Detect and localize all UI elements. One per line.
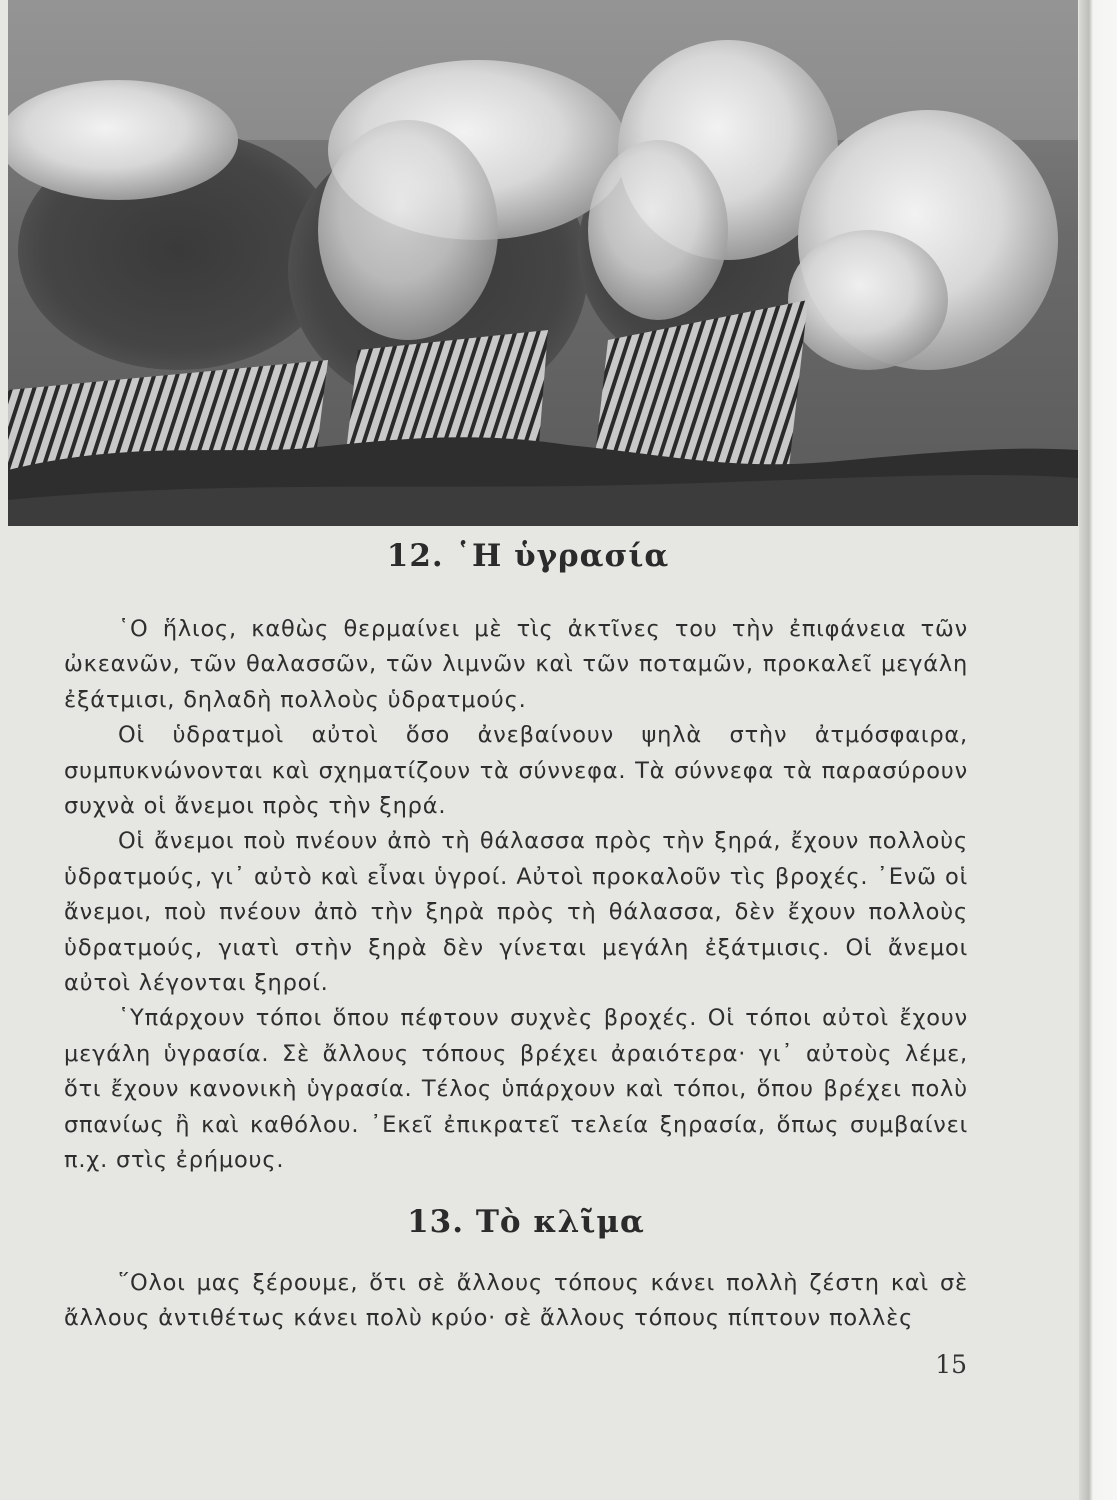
paragraph: Οἱ ἄνεμοι ποὺ πνέουν ἀπὸ τὴ θάλασσα πρὸς τὴν ξηρά, ἔχουν πολλοὺς ὑδρατμούς, γι᾿ αὐτὸ καὶ εἶναι ὑγροί. Αὐτοὶ προκαλοῦν τὶς βροχές. ᾿Ενῶ οἱ ἄνεμοι, ποὺ πνέουν ἀπὸ τὴν ξηρὰ πρὸς τὴ θάλασσα, δὲν ἔχουν πολλοὺς ὑδρατμούς, γιατὶ στὴν ξηρὰ δὲν γίνεται μεγάλη ἐξάτμισις. Οἱ ἄνεμοι αὐτοὶ λέγονται ξηροί. xyxy=(64,828,968,997)
page-edge xyxy=(1079,0,1117,1500)
section-12-title: 12. ῾Η ὑγρασία xyxy=(386,538,670,574)
page-number: 15 xyxy=(935,1350,967,1379)
paragraph: ῞Ολοι μας ξέρουμε, ὅτι σὲ ἄλλους τόπους κάνει πολλὴ ζέστη καὶ σὲ ἄλλους ἀντιθέτως κάνει πολὺ κρύο· σὲ ἄλλους τόπους πίπτουν πολλὲς xyxy=(64,1270,968,1332)
section-13-body xyxy=(64,1266,968,1337)
paragraph: Οἱ ὑδρατμοὶ αὐτοὶ ὅσο ἀνεβαίνουν ψηλὰ στὴν ἀτμόσφαιρα, συμπυκνώνονται καὶ σχηματίζουν τὰ σύννεφα. Τὰ σύννεφα τὰ παρασύρουν συχνὰ οἱ ἄνεμοι πρὸς τὴν ξηρά. xyxy=(64,722,968,820)
paragraph: ῾Υπάρχουν τόποι ὅπου πέφτουν συχνὲς βροχές. Οἱ τόποι αὐτοὶ ἔχουν μεγάλη ὑγρασία. Σὲ ἄλλους τόπους βρέχει ἀραιότερα· γι᾿ αὐτοὺς λέμε, ὅτι ἔχουν κανονικὴ ὑγρασία. Τέλος ὑπάρχουν καὶ τόποι, ὅπου βρέχει πολὺ σπανίως ἢ καὶ καθόλου. ᾿Εκεῖ ἐπικρατεῖ τελεία ξηρασία, ὅπως συμβαίνει π.χ. στὶς ἐρήμους. xyxy=(64,1005,968,1174)
clouds-and-rain-illustration-icon xyxy=(8,0,1078,526)
paragraph: ῾Ο ἥλιος, καθὼς θερμαίνει μὲ τὶς ἀκτῖνες του τὴν ἐπιφάνεια τῶν ὠκεανῶν, τῶν θαλασσῶν, τῶν λιμνῶν καὶ τῶν ποταμῶν, προκαλεῖ μεγάλη ἐξάτμισι, δηλαδὴ πολλοὺς ὑδρατμούς. xyxy=(64,616,968,713)
section-12-body xyxy=(64,612,968,1179)
section-13-title: 13. Τὸ κλῖμα xyxy=(407,1204,645,1240)
